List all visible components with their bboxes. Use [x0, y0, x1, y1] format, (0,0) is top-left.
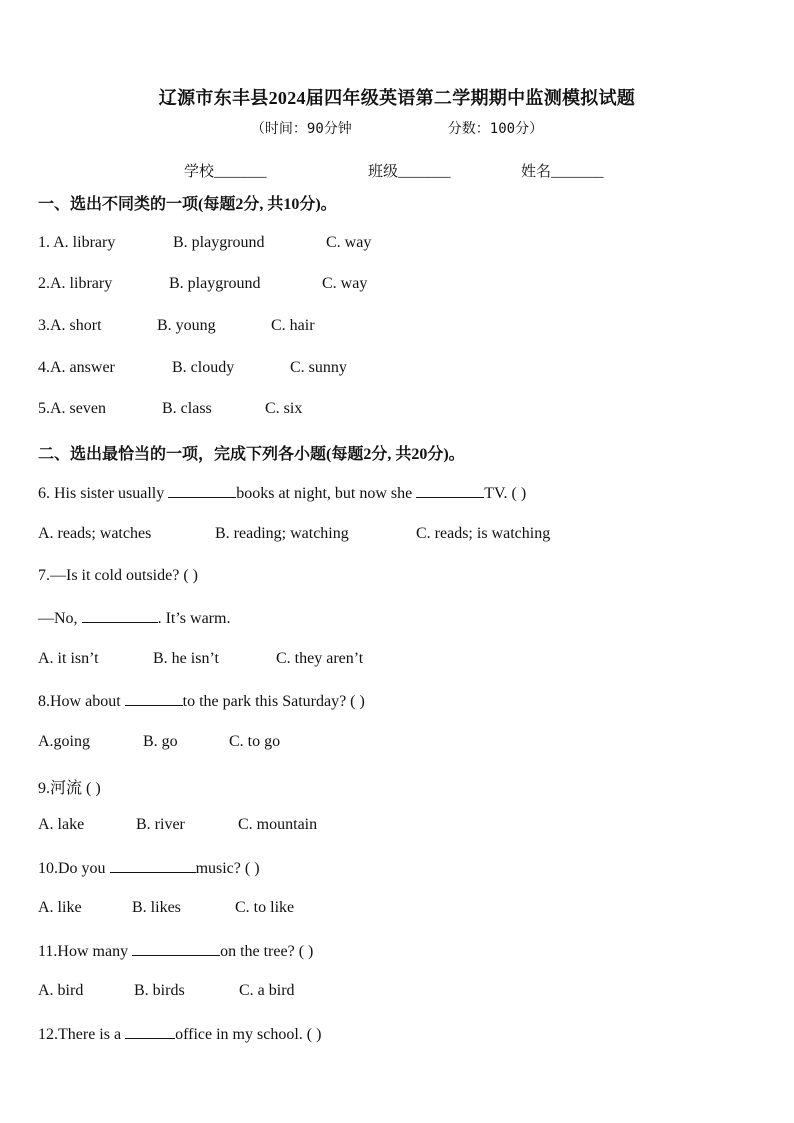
- section-2-heading: 二、选出最恰当的一项，完成下列各小题(每题2分, 共20分)。: [38, 446, 465, 463]
- question-8-option-c: C. to go: [229, 733, 281, 750]
- question-6-text-b: books at night, but now she: [236, 485, 417, 502]
- question-11-option-a: A. bird: [38, 982, 84, 999]
- question-4-option-b: B. cloudy: [172, 359, 235, 376]
- question-4: [38, 359, 347, 377]
- question-5-option-b: B. class: [162, 400, 212, 417]
- question-12-blank[interactable]: [125, 1024, 175, 1039]
- question-1: [38, 234, 371, 252]
- question-11-options: [38, 982, 295, 1000]
- question-2: [38, 275, 367, 293]
- question-8-options: [38, 733, 280, 751]
- question-11-text-a: 11.How many: [38, 943, 133, 960]
- question-7-blank[interactable]: [82, 608, 158, 623]
- question-8-text-a: 8.How about: [38, 693, 125, 710]
- exam-score: 分数：100分）: [447, 121, 544, 137]
- question-7-reply-a: —No,: [38, 610, 82, 627]
- question-1-option-b: B. playground: [173, 234, 265, 251]
- name-field[interactable]: 姓名_______: [521, 164, 604, 180]
- question-11-stem: [38, 941, 313, 961]
- question-6-option-b: B. reading; watching: [215, 525, 349, 542]
- question-6-blank-1[interactable]: [168, 483, 236, 498]
- question-8-option-b: B. go: [143, 733, 178, 750]
- exam-meta: [0, 118, 794, 138]
- question-10-option-c: C. to like: [235, 899, 295, 916]
- question-6-option-c: C. reads; is watching: [416, 525, 551, 542]
- question-1-option-a: 1. A. library: [38, 234, 116, 251]
- question-7-option-b: B. he isn’t: [153, 650, 219, 667]
- question-8-text-b: to the park this Saturday? ( ): [182, 693, 365, 710]
- question-9-option-b: B. river: [136, 816, 185, 833]
- question-6-text-c: TV. ( ): [484, 485, 527, 502]
- question-12-text-a: 12.There is a: [38, 1026, 126, 1043]
- question-2-option-c: C. way: [322, 275, 368, 292]
- question-10-stem: [38, 858, 260, 878]
- question-10-option-a: A. like: [38, 899, 82, 916]
- question-11-text-b: on the tree? ( ): [220, 943, 314, 960]
- question-7-reply: [38, 608, 230, 628]
- question-3-option-b: B. young: [157, 317, 216, 334]
- school-field[interactable]: 学校_______: [184, 164, 267, 180]
- class-field[interactable]: 班级_______: [368, 164, 451, 180]
- question-8-stem: [38, 691, 365, 711]
- question-6-stem: [38, 483, 526, 503]
- question-6-options: [38, 525, 550, 543]
- question-9-option-c: C. mountain: [238, 816, 318, 833]
- question-4-option-a: 4.A. answer: [38, 359, 115, 376]
- question-8-blank[interactable]: [125, 691, 183, 706]
- question-11-blank[interactable]: [132, 941, 220, 956]
- question-12-stem: [38, 1024, 321, 1044]
- question-9-stem: 9.河流 ( ): [38, 780, 101, 797]
- question-3-option-a: 3.A. short: [38, 317, 102, 334]
- question-10-blank[interactable]: [110, 858, 196, 873]
- question-10-text-a: 10.Do you: [38, 860, 110, 877]
- question-9-option-a: A. lake: [38, 816, 85, 833]
- section-1-heading: 一、选出不同类的一项(每题2分, 共10分)。: [38, 196, 337, 213]
- page-title: 辽源市东丰县2024届四年级英语第二学期期中监测模拟试题: [158, 88, 636, 108]
- exam-time: （时间：90分钟: [250, 121, 352, 137]
- question-10-option-b: B. likes: [132, 899, 181, 916]
- question-6-blank-2[interactable]: [416, 483, 484, 498]
- question-2-option-b: B. playground: [169, 275, 261, 292]
- question-5: [38, 400, 302, 418]
- question-7-stem: 7.—Is it cold outside? ( ): [38, 567, 198, 584]
- question-4-option-c: C. sunny: [290, 359, 347, 376]
- question-10-options: [38, 899, 294, 917]
- question-3-option-c: C. hair: [271, 317, 315, 334]
- question-12-text-b: office in my school. ( ): [175, 1026, 322, 1043]
- question-11-option-b: B. birds: [134, 982, 185, 999]
- question-2-option-a: 2.A. library: [38, 275, 113, 292]
- question-6-option-a: A. reads; watches: [38, 525, 152, 542]
- question-7-reply-b: . It’s warm.: [157, 610, 231, 627]
- question-5-option-a: 5.A. seven: [38, 400, 106, 417]
- question-7-option-a: A. it isn’t: [38, 650, 99, 667]
- question-10-text-b: music? ( ): [195, 860, 260, 877]
- question-7-options: [38, 650, 363, 668]
- question-7-option-c: C. they aren’t: [276, 650, 364, 667]
- question-5-option-c: C. six: [265, 400, 303, 417]
- question-1-option-c: C. way: [326, 234, 372, 251]
- question-9-options: [38, 816, 317, 834]
- question-8-option-a: A.going: [38, 733, 90, 750]
- question-11-option-c: C. a bird: [239, 982, 295, 999]
- question-6-text-a: 6. His sister usually: [38, 485, 169, 502]
- question-3: [38, 317, 315, 335]
